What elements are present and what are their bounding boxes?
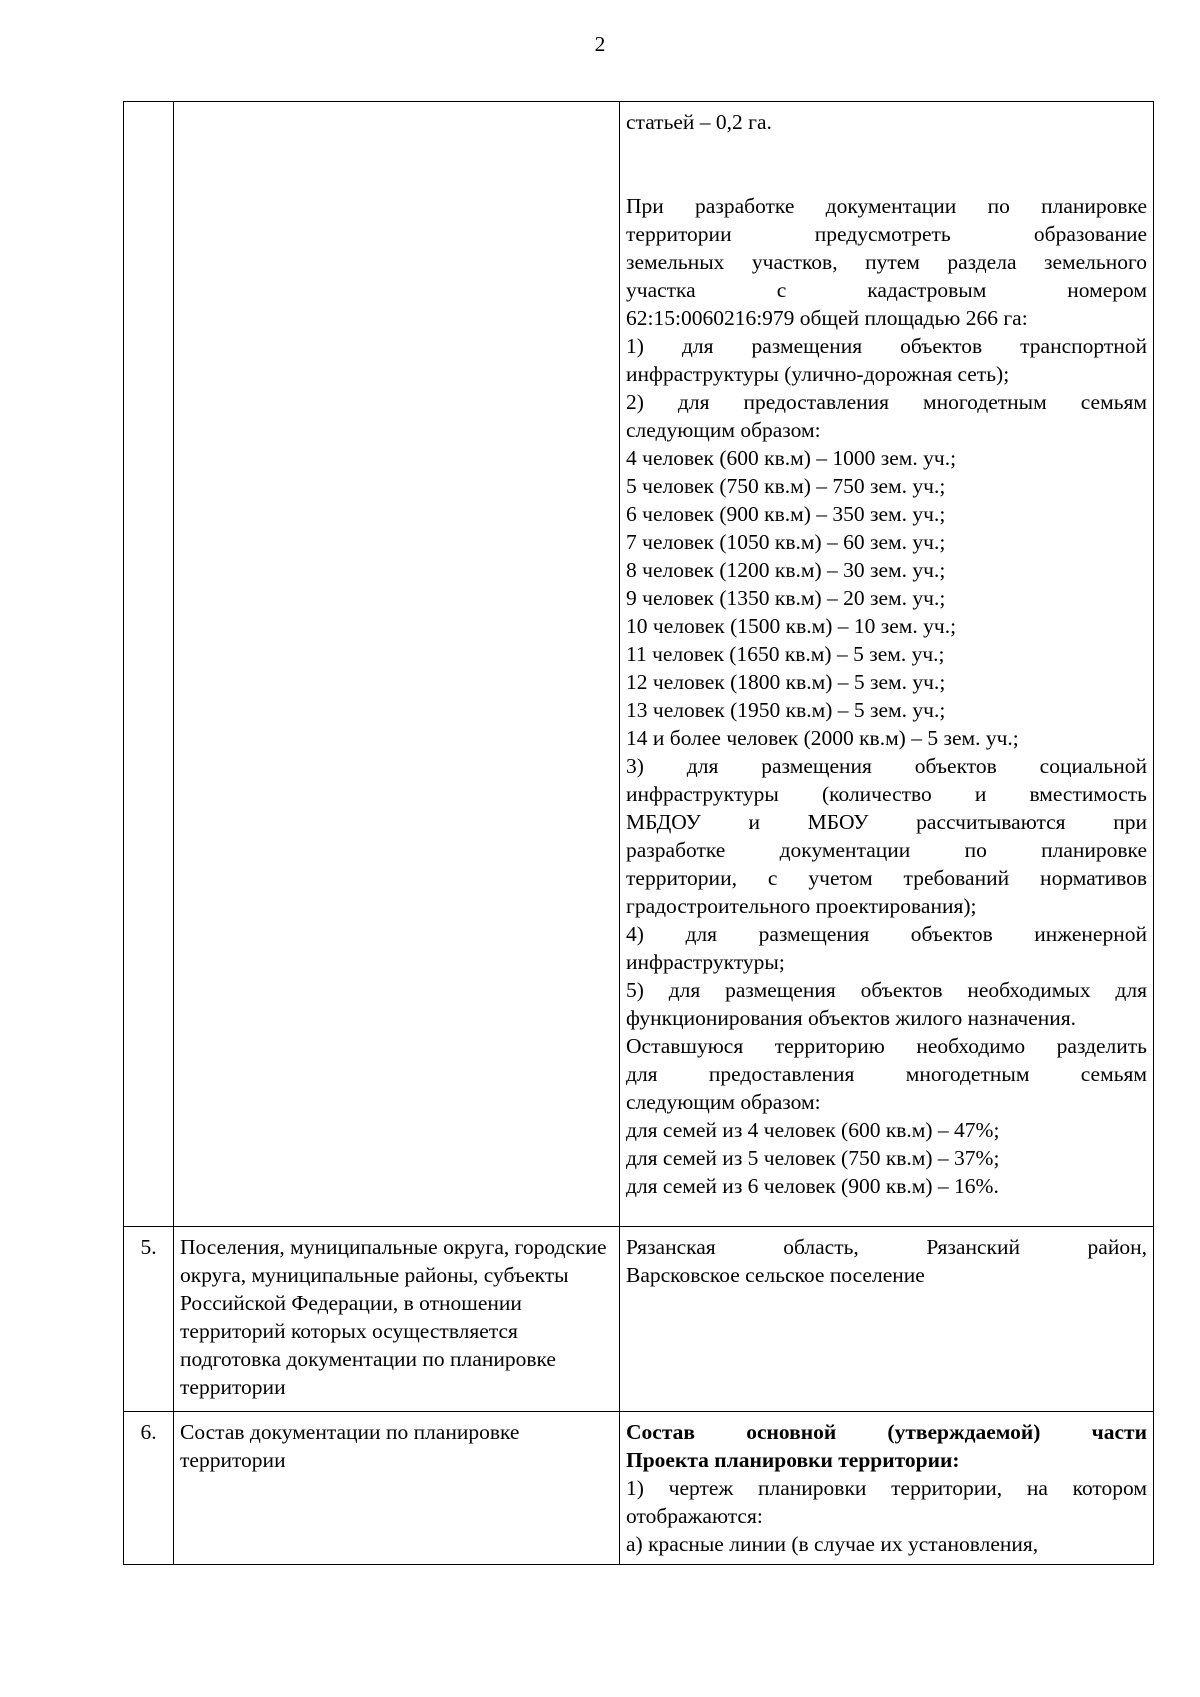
text-line: 4) для размещения объектов инженерной: [626, 922, 1147, 946]
text-line: 5) для размещения объектов необходимых для: [626, 978, 1147, 1002]
value-paragraph: [626, 192, 1147, 1200]
text-line: а) красные линии (в случае их установления,: [626, 1532, 1039, 1556]
text-line: 8 человек (1200 кв.м) – 30 зем. уч.;: [626, 558, 946, 582]
text-line: следующим образом:: [626, 418, 821, 442]
table-row: [124, 102, 1154, 1227]
row-label: Состав документации по планировке территории: [174, 1412, 620, 1565]
row-number: [124, 102, 174, 1227]
row-value: [620, 102, 1154, 1227]
row-label: [174, 102, 620, 1227]
text-line: 3) для размещения объектов социальной: [626, 754, 1147, 778]
row-label: Поселения, муниципальные округа, городские округа, муниципальные районы, субъекты Российской Федерации, в отношении территорий которых осуществляется подготовка документации по планировке территории: [174, 1227, 620, 1412]
text-line: для предоставления многодетным семьям: [626, 1062, 1147, 1086]
value-heading: [626, 1418, 1147, 1474]
text-line: территории предусмотреть образование: [626, 222, 1147, 246]
text-line: территории, с учетом требований нормативов: [626, 866, 1147, 890]
text-line: Состав основной (утверждаемой) части: [626, 1420, 1147, 1444]
text-line: Варсковское сельское поселение: [626, 1263, 925, 1287]
text-line: 4 человек (600 кв.м) – 1000 зем. уч.;: [626, 446, 957, 470]
text-line: 9 человек (1350 кв.м) – 20 зем. уч.;: [626, 586, 946, 610]
row-value: [620, 1227, 1154, 1412]
text-line: 13 человек (1950 кв.м) – 5 зем. уч.;: [626, 698, 946, 722]
text-line: инфраструктуры (улично-дорожная сеть);: [626, 362, 1010, 386]
text-line: 11 человек (1650 кв.м) – 5 зем. уч.;: [626, 642, 945, 666]
text-line: следующим образом:: [626, 1090, 821, 1114]
text-line: градостроительного проектирования);: [626, 894, 977, 918]
text-line: 6 человек (900 кв.м) – 350 зем. уч.;: [626, 502, 946, 526]
text-line: Проекта планировки территории:: [626, 1448, 960, 1472]
row-number: 6.: [124, 1412, 174, 1565]
text-line: 12 человек (1800 кв.м) – 5 зем. уч.;: [626, 670, 946, 694]
text-line: 2) для предоставления многодетным семьям: [626, 390, 1147, 414]
text-line: для семей из 5 человек (750 кв.м) – 37%;: [626, 1146, 1000, 1170]
text-line: отображаются:: [626, 1504, 763, 1528]
value-paragraph: [626, 1233, 1147, 1289]
value-intro: статьей – 0,2 га.: [626, 110, 772, 134]
value-paragraph: [626, 1474, 1147, 1558]
text-line: 1) для размещения объектов транспортной: [626, 334, 1147, 358]
row-value: [620, 1412, 1154, 1565]
text-line: для семей из 4 человек (600 кв.м) – 47%;: [626, 1118, 1000, 1142]
table-row: [124, 1412, 1154, 1565]
text-line: функционирования объектов жилого назначения.: [626, 1006, 1077, 1030]
text-line: 62:15:0060216:979 общей площадью 266 га:: [626, 306, 1028, 330]
text-line: Рязанская область, Рязанский район,: [626, 1235, 1147, 1259]
text-line: 5 человек (750 кв.м) – 750 зем. уч.;: [626, 474, 946, 498]
text-line: инфраструктуры (количество и вместимость: [626, 782, 1147, 806]
row-number: 5.: [124, 1227, 174, 1412]
text-line: участка с кадастровым номером: [626, 278, 1147, 302]
text-line: инфраструктуры;: [626, 950, 785, 974]
text-line: разработке документации по планировке: [626, 838, 1147, 862]
text-line: 7 человек (1050 кв.м) – 60 зем. уч.;: [626, 530, 946, 554]
text-line: МБДОУ и МБОУ рассчитываются при: [626, 810, 1147, 834]
text-line: земельных участков, путем раздела земельного: [626, 250, 1147, 274]
paragraph-gap: [626, 136, 1147, 192]
text-line: Оставшуюся территорию необходимо разделить: [626, 1034, 1147, 1058]
text-line: 1) чертеж планировки территории, на котором: [626, 1476, 1147, 1500]
text-line: При разработке документации по планировке: [626, 194, 1147, 218]
table-row: [124, 1227, 1154, 1412]
page-number: 2: [594, 32, 606, 56]
text-line: 14 и более человек (2000 кв.м) – 5 зем. уч.;: [626, 726, 1019, 750]
requirements-table: [123, 101, 1154, 1565]
text-line: для семей из 6 человек (900 кв.м) – 16%.: [626, 1174, 999, 1198]
text-line: 10 человек (1500 кв.м) – 10 зем. уч.;: [626, 614, 957, 638]
